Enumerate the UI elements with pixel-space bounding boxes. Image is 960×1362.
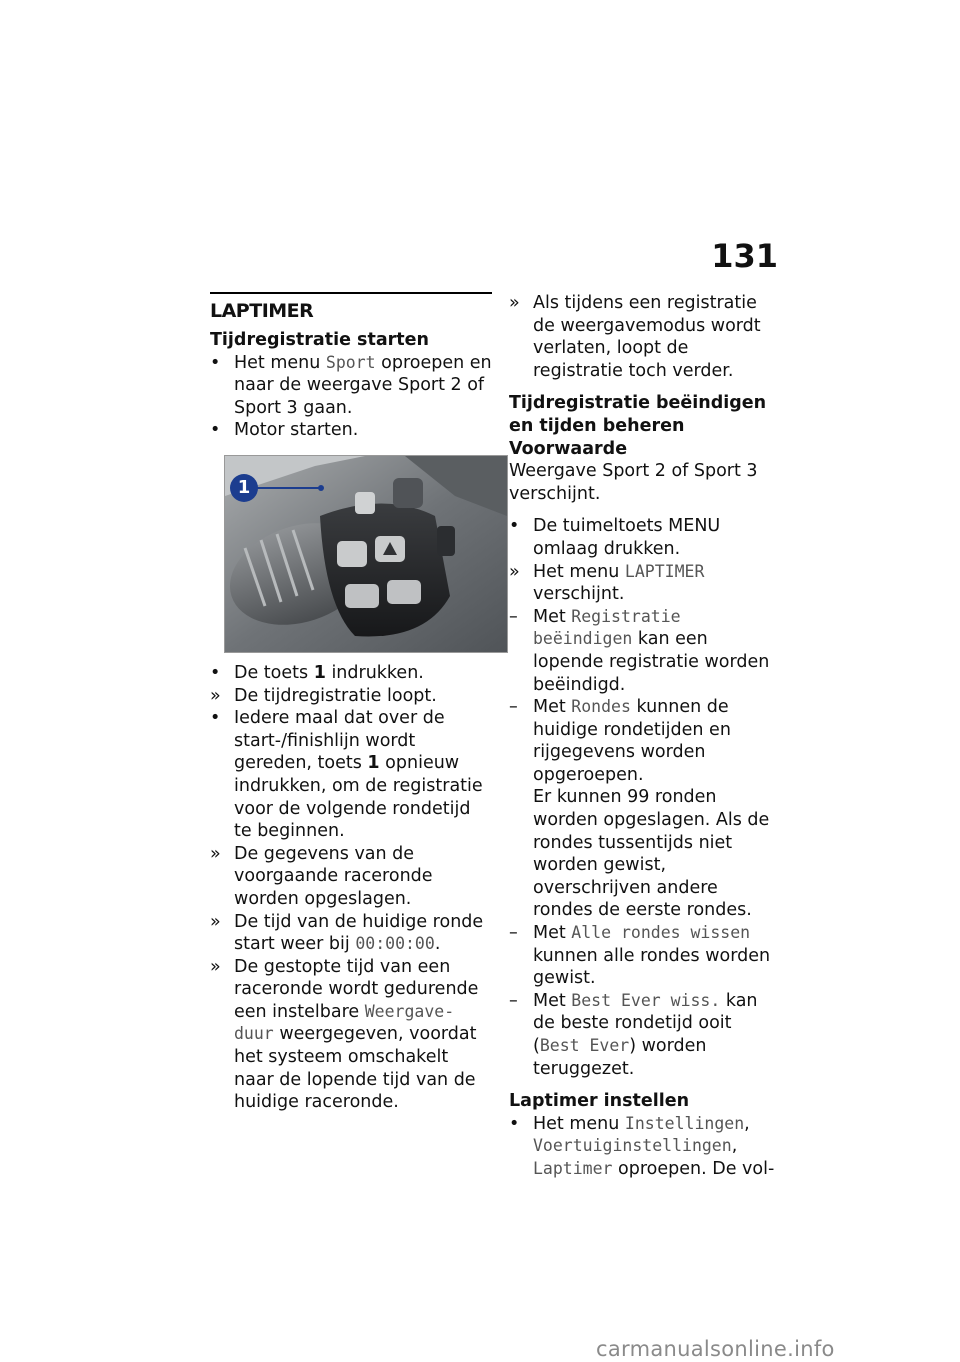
step-press-menu-down: • De tuimeltoets MENU omlaag drukken. — [509, 516, 721, 559]
step-open-sport-menu: • Het menu Sport oproepen en naar de weergave Sport 2 of Sport 3 gaan. — [210, 352, 492, 418]
watermark: carmanualsonline.info — [596, 1337, 835, 1361]
result-marker: » — [509, 293, 520, 313]
right-column — [509, 292, 781, 1181]
callout-1-marker: 1 — [230, 474, 258, 502]
subhead-laptimer-settings: Laptimer instellen — [509, 1091, 690, 1112]
subhead-stop-manage: Tijdregistratie beëindigen en tijden beheren — [509, 393, 767, 436]
dash-marker: – — [509, 606, 518, 627]
option-stop-registration: – Met Registratie beëindigen kan een lopende registratie worden beëindigd. — [509, 606, 770, 695]
bullet-marker: • — [509, 516, 520, 537]
handlebar-switch-illustration — [225, 456, 507, 652]
option-laps: – Met Rondes kunnen de huidige rondetijden en rijgegevens worden opgeroepen. Er kunnen 99 ronden worden opgeslagen. Als de rondes tussentijds niet worden gewist, overschrijven andere rondes de eerste rondes. — [509, 696, 781, 922]
result-timing-runs: » De tijdregistratie loopt. — [210, 685, 437, 706]
bullet-marker: • — [210, 662, 221, 683]
handlebar-switch-photo — [224, 455, 508, 653]
section-title: LAPTIMER — [210, 300, 314, 322]
step-press-again: • Iedere maal dat over de start-/finishlijn wordt gereden, toets 1 opnieuw indrukken, om de registratie voor de volgende rondetijd te beginnen. — [210, 708, 483, 842]
result-marker: » — [210, 843, 221, 864]
section-rule — [210, 292, 492, 294]
subhead-start: Tijdregistratie starten — [210, 330, 429, 350]
laps-note: Er kunnen 99 ronden worden opgeslagen. Als de rondes tussentijds niet worden gewist, overschrijven andere rondes de eerste rondes. — [533, 787, 770, 921]
dash-marker: – — [509, 990, 518, 1011]
step-press-button: • De toets 1 indrukken. — [210, 662, 424, 683]
left-column — [210, 292, 492, 1114]
result-marker: » — [210, 911, 221, 932]
bullet-marker: • — [210, 708, 221, 729]
bullet-marker: • — [210, 420, 221, 441]
bullet-marker: • — [210, 352, 221, 373]
result-data-saved: » De gegevens van de voorgaande raceronde worden opgeslagen. — [210, 843, 433, 909]
result-continues-running: » Als tijdens een registratie de weergavemodus wordt verlaten, loopt de registratie toch verder. — [509, 293, 761, 381]
option-delete-all-laps: – Met Alle rondes wissen kunnen alle rondes worden gewist. — [509, 923, 771, 989]
result-stopped-time-shown: » De gestopte tijd van een raceronde wordt gedurende een instelbare Weergave-duur weergegeven, voordat het systeem omschakelt naar de lopende tijd van de huidige raceronde. — [210, 956, 479, 1113]
result-laptimer-menu: » Het menu LAPTIMER verschijnt. — [509, 561, 705, 605]
page-number: 131 — [711, 237, 778, 275]
option-reset-best-ever: – Met Best Ever wiss. kan de beste rondetijd ooit (Best Ever) worden teruggezet. — [509, 990, 758, 1079]
result-marker: » — [509, 561, 520, 582]
step-start-engine: • Motor starten. — [210, 420, 359, 441]
result-time-reset: » De tijd van de huidige ronde start weer bij 00:00:00. — [210, 911, 484, 955]
result-marker: » — [210, 956, 221, 977]
dash-marker: – — [509, 697, 518, 718]
bullet-marker: • — [509, 1113, 520, 1134]
dash-marker: – — [509, 923, 518, 944]
subhead-condition: Voorwaarde — [509, 438, 628, 459]
condition-text: Weergave Sport 2 of Sport 3 verschijnt. — [509, 461, 758, 504]
step-open-settings-menu: • Het menu Instellingen, Voertuiginstellingen, Laptimer oproepen. De vol- — [509, 1113, 775, 1179]
result-marker: » — [210, 685, 221, 706]
